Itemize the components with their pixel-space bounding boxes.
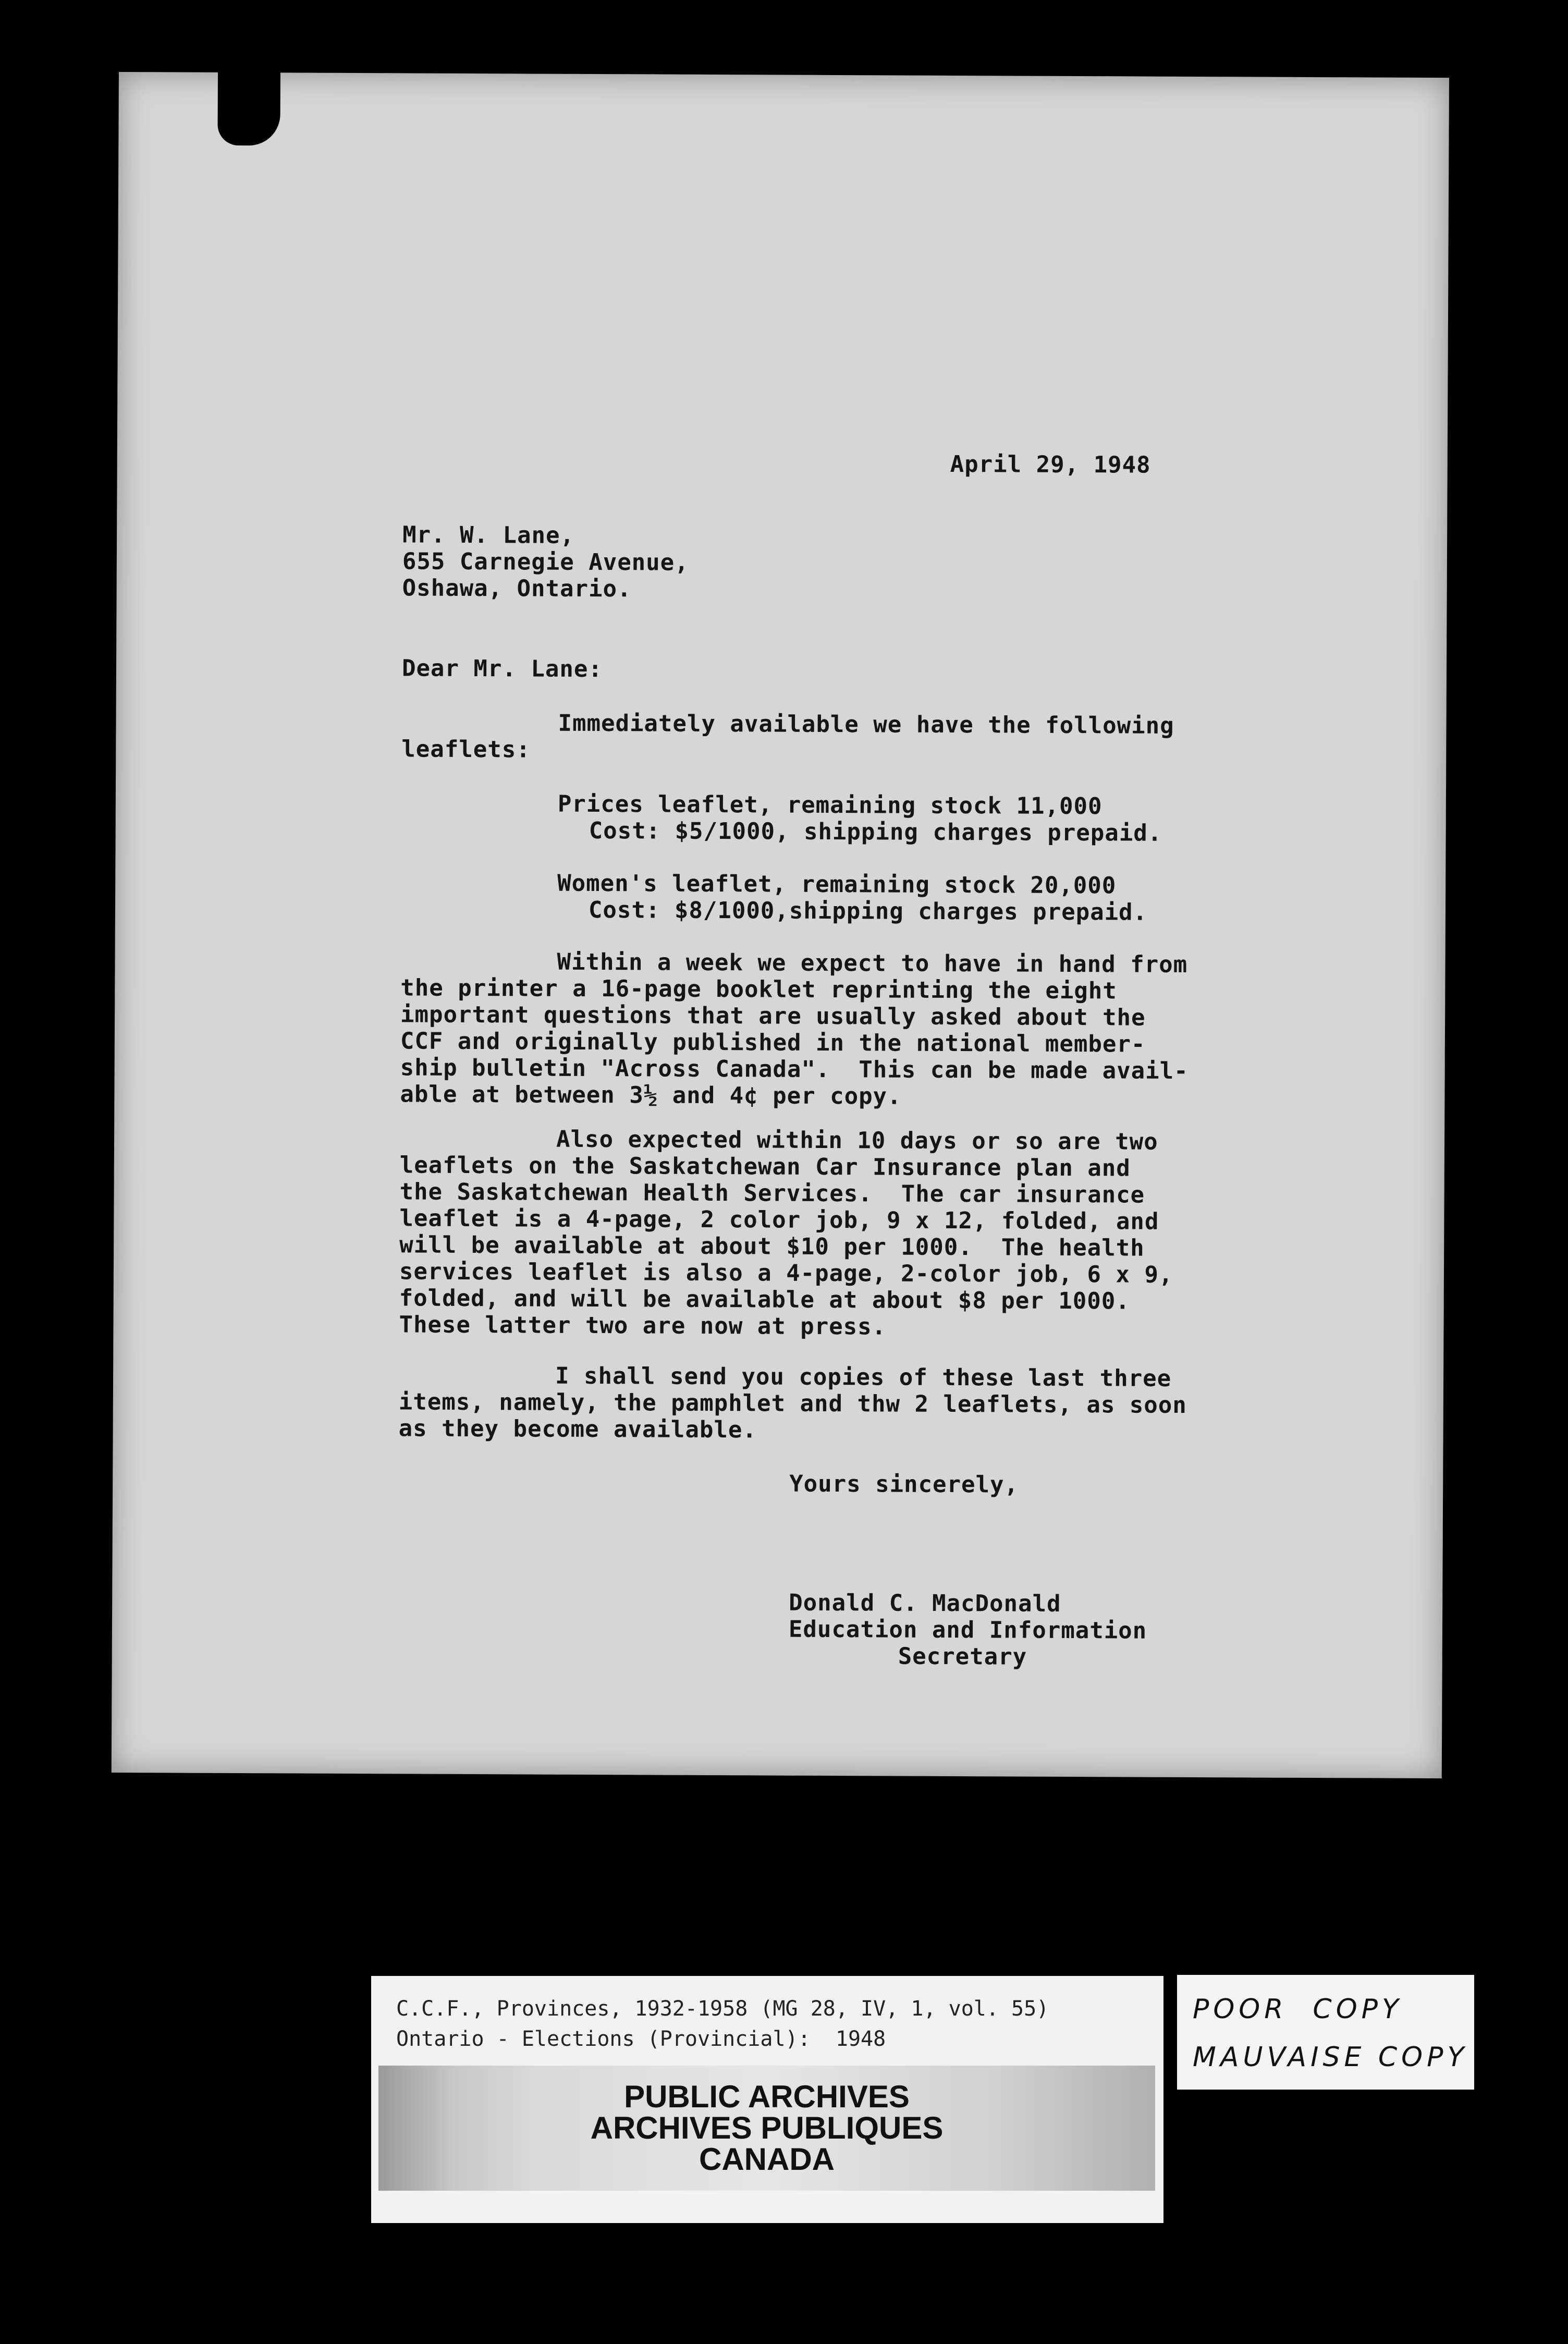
reference-line-2: Ontario - Elections (Provincial): 1948 [396,2027,886,2051]
saskatchewan-paragraph [399,1125,1173,1341]
archive-reference-text [396,1994,1049,2054]
para3-line-8: These latter two are now at press. [399,1311,887,1340]
signer-role: Secretary [898,1643,1027,1670]
para3-line-2: leaflets on the Saskatchewan Car Insurance plan and [399,1152,1131,1182]
para3-line-5: will be available at about $10 per 1000. The health [399,1231,1145,1262]
leaflet-item-prices [558,791,1162,847]
para3-line-7: folded, and will be available at about $8 per 1000. [399,1285,1130,1315]
archives-stamp [378,2066,1155,2191]
para2-line-2: the printer a 16-page booklet reprinting the eight [400,974,1117,1005]
archive-reference-label [371,1976,1163,2223]
para2-line-1: Within a week we expect to have in hand from [557,948,1188,978]
closing: Yours sincerely, [789,1470,1019,1498]
copies-paragraph [399,1362,1187,1445]
poor-copy-note [1177,1975,1474,2090]
para2-line-3: important questions that are usually asked about the [400,1001,1146,1031]
torn-corner [217,67,280,146]
para4-line-1: I shall send you copies of these last three [555,1362,1172,1392]
letter-page [112,72,1449,1778]
para4-line-3: as they become available. [398,1415,757,1444]
reference-line-1: C.C.F., Provinces, 1932-1958 (MG 28, IV, 1, vol. 55) [396,1997,1049,2021]
letter-date: April 29, 1948 [950,450,1151,479]
poor-copy-note-text [1193,1985,1468,2081]
signer-name: Donald C. MacDonald [789,1589,1061,1617]
stamp-line-2: ARCHIVES PUBLIQUES [590,2110,944,2145]
stamp-line-3: CANADA [699,2142,835,2177]
note-line-2: MAUVAISE COPY [1193,2042,1468,2073]
para3-line-6: services leaflet is also a 4-page, 2-color job, 6 x 9, [399,1258,1173,1288]
intro-line-2: leaflets: [401,736,531,763]
signer-title: Education and Information [788,1616,1147,1644]
item2-line-2: Cost: $8/1000,shipping charges prepaid. [588,896,1148,926]
stamp-line-1: PUBLIC ARCHIVES [624,2079,910,2114]
item1-line-1: Prices leaflet, remaining stock 11,000 [557,790,1102,820]
para3-line-1: Also expected within 10 days or so are two [556,1126,1158,1155]
intro-line-1: Immediately available we have the following [558,710,1174,739]
address-line-street: 655 Carnegie Avenue, [402,548,689,576]
leaflet-item-womens [557,870,1148,926]
item2-line-1: Women's leaflet, remaining stock 20,000 [557,870,1117,899]
recipient-address [402,521,689,602]
salutation: Dear Mr. Lane: [401,655,603,683]
para2-line-4: CCF and originally published in the national member- [400,1028,1146,1058]
booklet-paragraph [400,948,1189,1111]
para3-line-3: the Saskatchewan Health Services. The car insurance [399,1178,1145,1208]
intro-paragraph [401,709,1174,765]
archives-stamp-text [378,2066,1155,2191]
item1-line-2: Cost: $5/1000, shipping charges prepaid. [589,817,1162,847]
note-line-1: POOR COPY [1193,1994,1403,2025]
para2-line-6: able at between 3½ and 4¢ per copy. [400,1081,902,1110]
address-line-name: Mr. W. Lane, [402,521,575,549]
letter-body [398,365,1394,1670]
para3-line-4: leaflet is a 4-page, 2 color job, 9 x 12, folded, and [399,1205,1159,1235]
para4-line-2: items, namely, the pamphlet and thw 2 leaflets, as soon [398,1388,1187,1419]
signature-block [789,1590,1147,1671]
para2-line-5: ship bulletin "Across Canada". This can be made avail- [400,1054,1189,1084]
address-line-city: Oshawa, Ontario. [402,575,632,603]
